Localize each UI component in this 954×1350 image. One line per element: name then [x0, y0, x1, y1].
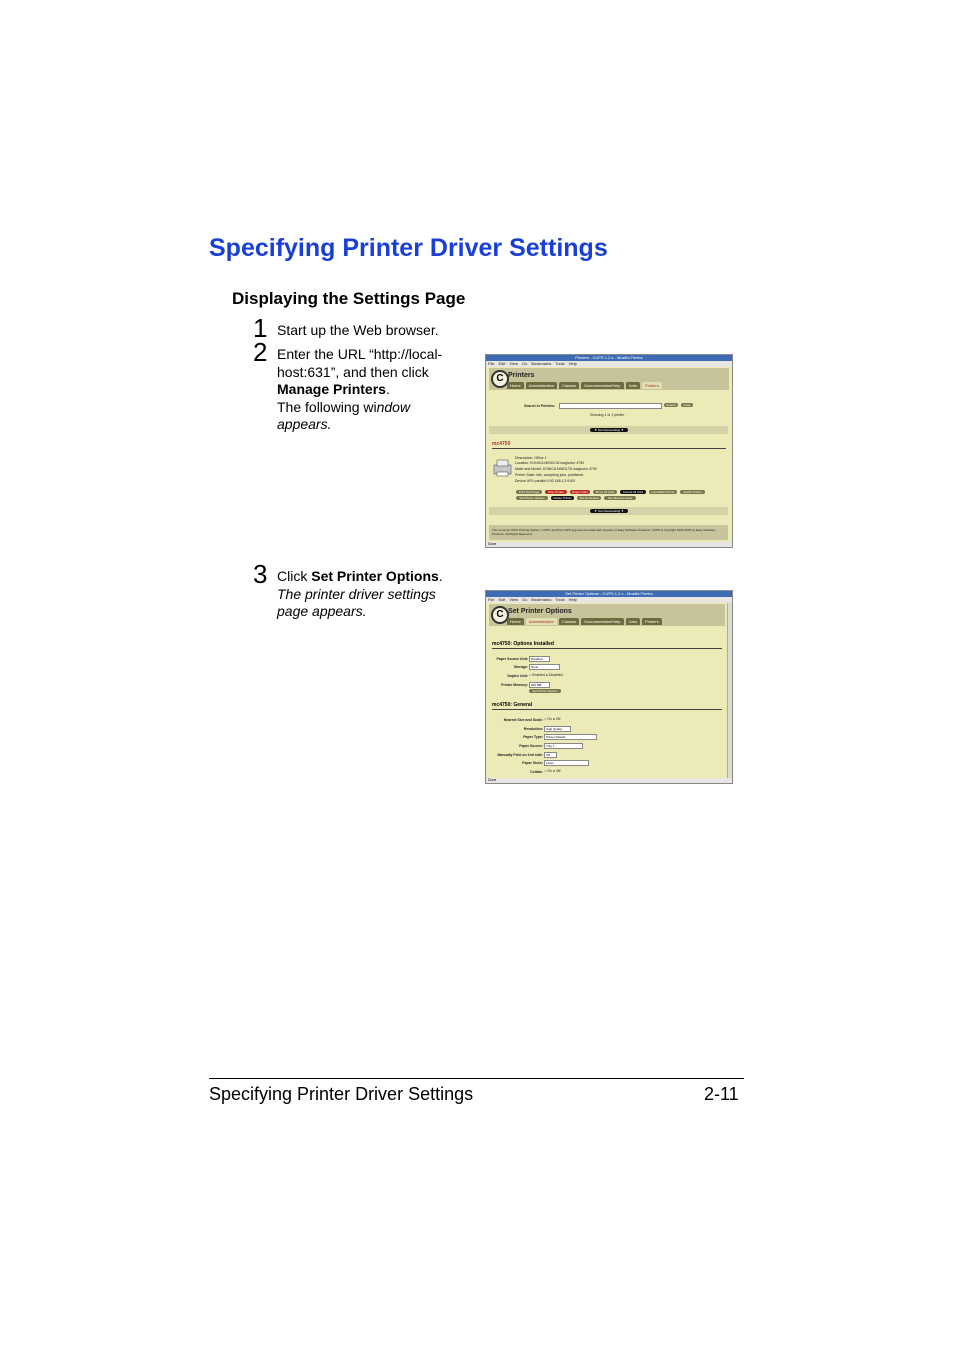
reject-jobs-button[interactable]: Reject Jobs — [570, 490, 590, 494]
cups-header — [489, 368, 729, 390]
header-label: Set Printer Options — [508, 608, 572, 615]
duplex-unit-radio[interactable]: ○ Enabled ● Disabled — [529, 673, 563, 677]
manual-print-select[interactable]: Off — [544, 752, 557, 758]
tab-classes[interactable]: Classes — [559, 382, 579, 389]
menu-view[interactable]: View — [509, 597, 518, 602]
tab-bar — [507, 618, 662, 625]
menu-go[interactable]: Go — [521, 597, 528, 602]
paper-source-select[interactable]: Tray 1 — [544, 743, 583, 749]
step-2-line-4: The following wi — [277, 398, 377, 415]
resolution-select[interactable]: High Quality — [544, 726, 571, 732]
cancel-all-jobs-button[interactable]: Cancel All Jobs — [620, 490, 646, 494]
tab-classes[interactable]: Classes — [559, 618, 579, 625]
collate-label: Collate: — [530, 770, 543, 774]
step-2-line-2: host:631”, and then click — [277, 363, 429, 380]
step-3-italic-1: The printer driver settings — [277, 585, 436, 602]
menu-bookmarks[interactable]: Bookmarks — [531, 361, 552, 366]
step-3-bold: Set Printer Options — [311, 568, 439, 584]
menu-edit[interactable]: Edit — [498, 597, 506, 602]
options-installed-heading: mc4750: Options Installed — [492, 641, 554, 647]
header-label: Printers — [508, 372, 535, 379]
step-text-2 — [277, 346, 462, 434]
showing-count: Showing 1 of 1 printer. — [590, 413, 625, 417]
set-allowed-users-button[interactable]: Set Allowed Users — [604, 496, 636, 500]
menu-file[interactable]: File — [488, 597, 495, 602]
search-label: Search in Printers: — [524, 404, 556, 408]
printer-name[interactable]: mc4750 — [492, 441, 511, 447]
sort-descending-button-bottom[interactable]: ▼ Sort Descending ▼ — [590, 509, 628, 513]
tab-jobs[interactable]: Jobs — [626, 618, 640, 625]
tab-administration[interactable]: Administration — [526, 618, 557, 625]
step-3-italic-2: page appears. — [277, 603, 367, 620]
tab-administration[interactable]: Administration — [526, 382, 557, 389]
step-3-pre: Click — [277, 568, 312, 584]
step-text-1: Start up the Web browser. — [277, 322, 439, 338]
set-as-default-button[interactable]: Set As Default — [577, 496, 601, 500]
menu-edit[interactable]: Edit — [498, 361, 506, 366]
paper-source-label: Paper Source: — [519, 744, 543, 748]
general-heading: mc4750: General — [492, 702, 533, 708]
device-uri: Device URI: parallel:/192.168.1.2:9100 — [515, 479, 576, 483]
cups-header — [489, 604, 725, 626]
printer-location: Location: KONICA MINOLTA magicolor 4750 — [515, 461, 585, 465]
move-all-jobs-button[interactable]: Move All Jobs — [593, 490, 617, 494]
divider — [492, 709, 722, 710]
cups-logo-icon: C — [491, 370, 509, 388]
stop-printer-button[interactable]: Stop Printer — [545, 490, 567, 494]
paper-sizes-label: Paper Sizes: — [522, 761, 543, 765]
tab-printers[interactable]: Printers — [642, 382, 662, 389]
sort-descending-button[interactable]: ▼ Sort Descending ▼ — [590, 428, 628, 432]
step-3-period: . — [438, 568, 443, 584]
step-2-period: . — [385, 381, 390, 398]
menu-help[interactable]: Help — [568, 597, 577, 602]
paper-source-unit-label: Paper Source Unit: — [496, 657, 528, 661]
footer-divider — [209, 1078, 744, 1079]
page-title: Specifying Printer Driver Settings — [209, 234, 608, 262]
print-test-page-button[interactable]: Print Test Page — [516, 490, 542, 494]
step-2-bold: Manage Printers — [277, 381, 386, 398]
status-bar: Done — [486, 778, 732, 783]
menu-go[interactable]: Go — [521, 361, 528, 366]
delete-printer-button[interactable]: Delete Printer — [551, 496, 574, 500]
set-printer-options-screenshot — [485, 590, 733, 784]
paper-sizes-select[interactable]: Letter — [544, 760, 589, 766]
search-button[interactable]: Search — [664, 403, 678, 407]
duplex-unit-label: Duplex Unit: — [507, 674, 528, 678]
nearest-size-label: Nearest Size and Scale: — [503, 718, 543, 722]
cups-logo-icon: C — [491, 606, 509, 624]
menu-view[interactable]: View — [509, 361, 518, 366]
paper-type-select[interactable]: Printer Default — [544, 734, 597, 740]
storage-label: Storage: — [513, 665, 528, 669]
scrollbar[interactable] — [727, 603, 732, 778]
printer-memory-select[interactable]: 256 MB — [529, 682, 550, 688]
divider — [492, 648, 722, 649]
unpublish-printer-button[interactable]: Unpublish Printer — [649, 490, 677, 494]
menu-tools[interactable]: Tools — [555, 597, 565, 602]
printer-memory-label: Printer Memory: — [501, 683, 528, 687]
clear-button[interactable]: Clear — [681, 403, 693, 407]
menu-bookmarks[interactable]: Bookmarks — [531, 597, 552, 602]
step-2-line-1: Enter the URL “http://local- — [277, 346, 443, 362]
paper-source-unit-select[interactable]: Disabled — [529, 656, 550, 662]
window-title: Printers - CUPS 1.2.x - Mozilla Firefox — [486, 355, 732, 361]
step-number-3: 3 — [253, 559, 268, 589]
divider — [492, 448, 726, 449]
menu-bar — [486, 597, 732, 603]
cups-footer-text: The Common UNIX Printing System, CUPS, and the CUPS logo are the trademark property of Easy Software Products. CUPS is copyright 1997-2006 by Easy Software Products. All Rights Reserved. — [492, 528, 716, 536]
set-printer-options-button[interactable]: Set Printer Options — [529, 689, 561, 693]
tab-home[interactable]: Home — [507, 382, 524, 389]
search-input[interactable] — [559, 403, 662, 409]
printers-screenshot — [485, 354, 733, 548]
step-number-1: 1 — [253, 313, 268, 343]
menu-file[interactable]: File — [488, 361, 495, 366]
set-printer-options-button[interactable]: Set Printer Options — [516, 496, 548, 500]
printer-icon — [493, 459, 513, 477]
manual-print-label: Manually Print on 2nd side: — [497, 753, 543, 757]
paper-type-label: Paper Type: — [523, 735, 543, 739]
status-bar: Done — [486, 542, 732, 547]
window-title: Set Printer Options - CUPS 1.2.x - Mozilla Firefox — [486, 591, 732, 597]
printer-description: Description: Office 1 — [515, 456, 547, 460]
storage-select[interactable]: None — [529, 664, 560, 670]
tab-bar — [507, 382, 662, 389]
printer-state: Printer State: idle, accepting jobs, published. — [515, 473, 585, 477]
tab-jobs[interactable]: Jobs — [626, 382, 640, 389]
resolution-label: Resolution: — [523, 727, 543, 731]
section-heading: Displaying the Settings Page — [232, 289, 466, 308]
page-number: 2-11 — [704, 1084, 739, 1104]
menu-tools[interactable]: Tools — [555, 361, 565, 366]
step-2-line-4-italic: ndow — [376, 398, 411, 415]
step-text-3 — [277, 568, 462, 621]
printer-model: Make and Model: KONICA MINOLTA magicolor 4750 — [515, 467, 597, 471]
modify-printer-button[interactable]: Modify Printer — [680, 490, 705, 494]
step-2-line-5: appears. — [277, 416, 332, 433]
tab-home[interactable]: Home — [507, 618, 524, 625]
nearest-size-radio[interactable]: ○ On ● Off — [544, 717, 561, 721]
tab-documentation[interactable]: Documentation/Help — [581, 382, 623, 389]
footer-chapter-title: Specifying Printer Driver Settings — [209, 1084, 474, 1104]
step-number-2: 2 — [253, 337, 268, 367]
tab-printers[interactable]: Printers — [642, 618, 662, 625]
collate-radio[interactable]: ○ On ● Off — [544, 769, 561, 773]
tab-documentation[interactable]: Documentation/Help — [581, 618, 623, 625]
menu-bar — [486, 361, 732, 367]
menu-help[interactable]: Help — [568, 361, 577, 366]
